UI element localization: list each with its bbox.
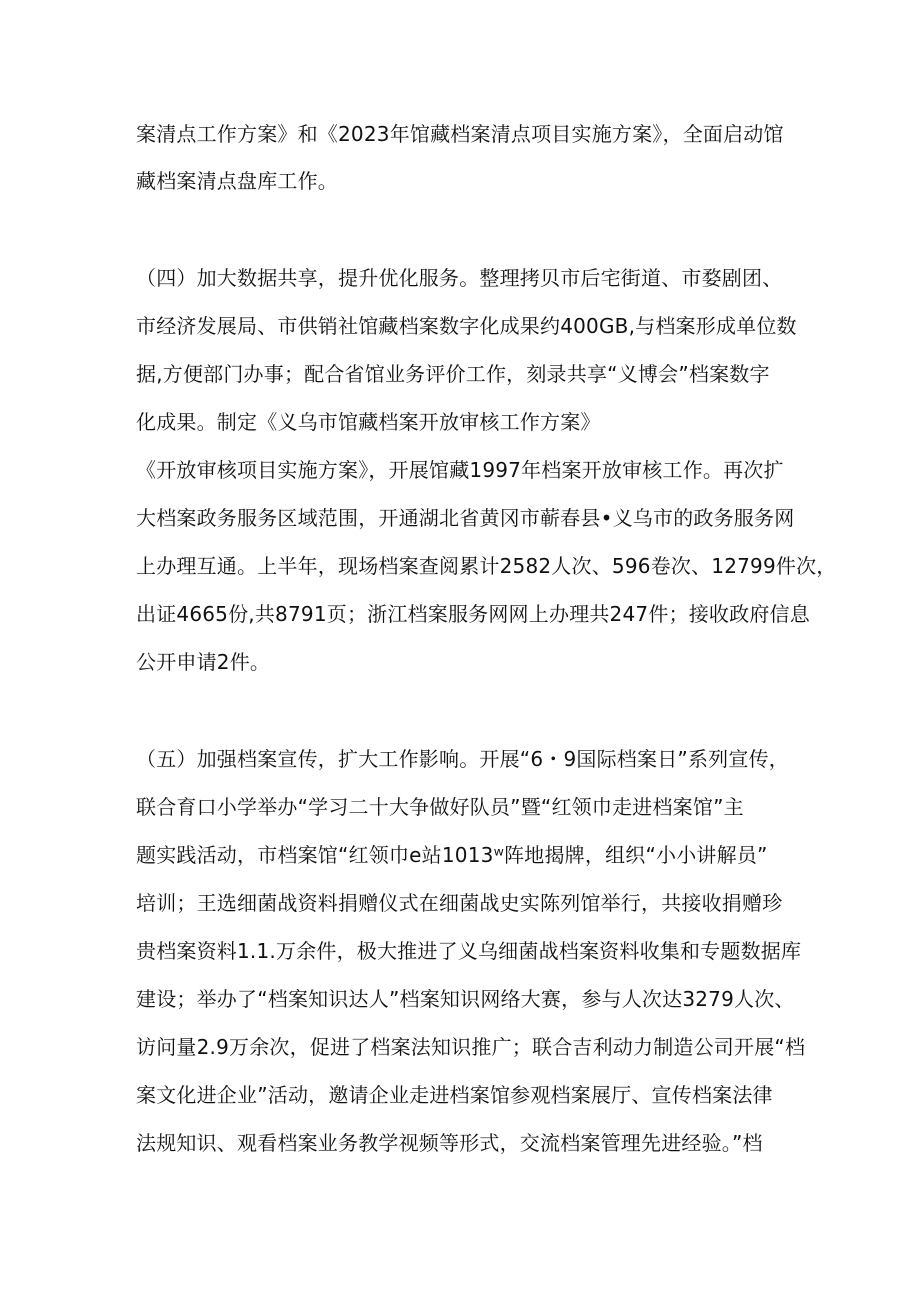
text-line: 据,方便部门办事；配合省馆业务评价工作，刻录共享“义博会”档案数字 — [136, 362, 770, 386]
text-line: 培训；王选细菌战资料捐赠仪式在细菌战史实陈列馆举行，共接收捐赠珍 — [136, 891, 783, 915]
text-line: 贵档案资料1.1.万余件，极大推进了义乌细菌战档案资料收集和专题数据库 — [136, 939, 802, 963]
text-line: 题实践活动，市档案馆“红领巾e站1013ʷ阵地揭牌，组织“小小讲解员” — [136, 843, 768, 867]
text-line: 化成果。制定《义乌市馆藏档案开放审核工作方案》 — [136, 410, 601, 434]
text-line: 法规知识、观看档案业务教学视频等形式，交流档案管理先进经验。”档 — [136, 1131, 763, 1155]
text-line: 大档案政务服务区域范围，开通湖北省黄冈市蕲春县•义乌市的政务服务网 — [136, 506, 795, 530]
text-line: 案文化进企业”活动，邀请企业走进档案馆参观档案展厅、宣传档案法律 — [136, 1083, 773, 1107]
text-line: 案清点工作方案》和《2023年馆藏档案清点项目实施方案》，全面启动馆 — [136, 122, 784, 146]
text-line: 公开申请2件。 — [136, 650, 271, 674]
text-line: 建设；举办了“档案知识达人”档案知识网络大赛，参与人次达3279人次、 — [136, 987, 795, 1011]
text-line: 《开放审核项目实施方案》，开展馆藏1997年档案开放审核工作。再次扩 — [136, 458, 784, 482]
text-line: （四）加大数据共享，提升优化服务。整理拷贝市后宅街道、市婺剧团、 — [136, 266, 783, 290]
text-line: 上办理互通。上半年，现场档案查阅累计2582人次、596卷次、12799件次， — [136, 554, 837, 578]
text-line: 出证4665份,共8791页；浙江档案服务网网上办理共247件；接收政府信息 — [136, 602, 810, 626]
text-line: （五）加强档案宣传，扩大工作影响。开展“6・9国际档案日”系列宣传， — [136, 747, 789, 771]
text-line: 市经济发展局、市供销社馆藏档案数字化成果约400GB,与档案形成单位数 — [136, 314, 797, 338]
text-line: 联合育口小学举办“学习二十大争做好队员”暨“红领巾走进档案馆”主 — [136, 795, 744, 819]
text-line: 访问量2.9万余次，促进了档案法知识推广；联合吉利动力制造公司开展“档 — [136, 1035, 806, 1059]
text-line: 藏档案清点盘库工作。 — [136, 169, 338, 193]
